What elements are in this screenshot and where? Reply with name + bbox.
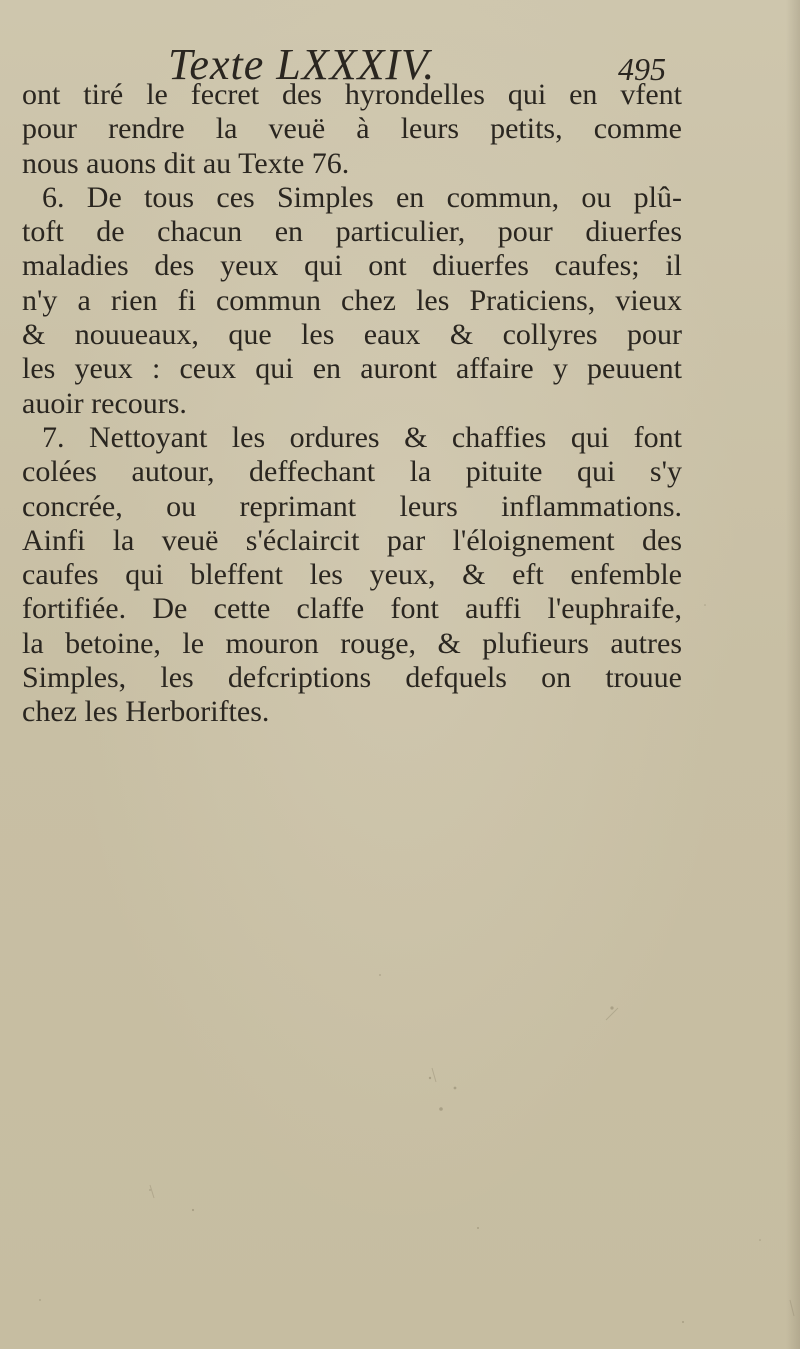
paragraph-6-start: 6. De tous ces Simples en commun, ou plû- — [42, 180, 682, 214]
running-head: Texte LXXXIV. — [168, 40, 436, 89]
text-line: chez les Herboriftes. — [22, 695, 270, 729]
text-line: fortifiée. De cette claffe font auffi l'euphraife, — [22, 592, 682, 626]
page-number: 495 — [618, 51, 666, 87]
text-line: nous auons dit au Texte 76. — [22, 146, 350, 180]
paragraph-7-start: 7. Nettoyant les ordures & chaffies qui font — [42, 420, 682, 454]
text-line: les yeux : ceux qui en auront affaire y peuuent — [22, 352, 682, 386]
text-line: Simples, les defcriptions defquels on trouue — [22, 661, 682, 695]
text-line: n'y a rien fi commun chez les Praticiens, vieux — [22, 283, 682, 317]
text-line: ont tiré le fecret des hyrondelles qui en vfent — [22, 78, 682, 111]
text-line: maladies des yeux qui ont diuerfes caufes; il — [22, 249, 682, 283]
text-line: toft de chacun en particulier, pour diuerfes — [22, 215, 682, 249]
text-line: auoir recours. — [22, 386, 187, 420]
body-text — [22, 78, 682, 730]
text-line: concrée, ou reprimant leurs inflammations. — [22, 489, 682, 523]
text-line: Ainfi la veuë s'éclaircit par l'éloignement des — [22, 523, 682, 557]
text-line: la betoine, le mouron rouge, & plufieurs autres — [22, 626, 682, 660]
text-line: colées autour, deffechant la pituite qui s'y — [22, 455, 682, 489]
text-line: & nouueaux, que les eaux & collyres pour — [22, 318, 682, 352]
text-line: pour rendre la veuë à leurs petits, comme — [22, 112, 682, 146]
page-edge-shadow — [786, 0, 800, 1349]
text-line: caufes qui bleffent les yeux, & eft enfemble — [22, 558, 682, 592]
